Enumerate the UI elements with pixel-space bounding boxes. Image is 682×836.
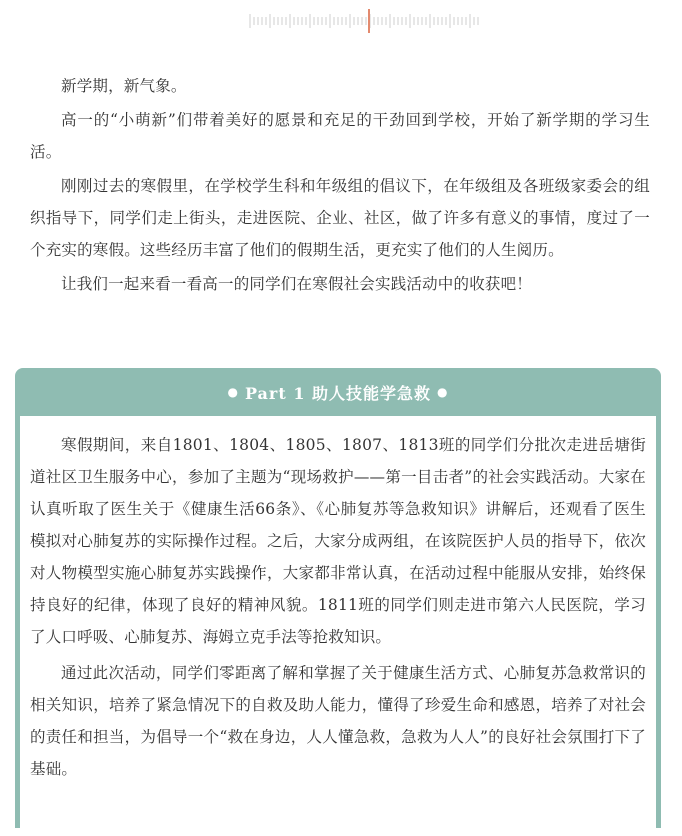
section-paragraph-1: 寒假期间，来自1801、1804、1805、1807、1813班的同学们分批次走进岳塘街道社区卫生服务中心，参加了主题为“现场救护——第一目击者”的社会实践活动。大家在认真听取了医生关于《健康生活66条》、《心肺复苏等急救知识》讲解后，还观看了医生模拟对心肺复苏的实际操作过程。之后，大家分成两组，在该院医护人员的指导下，依次对人物模型实施心肺复苏实践操作，大家都非常认真，在活动过程中能服从安排，始终保持良好的纪律，体现了良好的精神风貌。1811班的同学们则走进市第六人民医院，学习了人口呼吸、心肺复苏、海姆立克手法等抢救知识。 bbox=[30, 436, 646, 646]
intro-paragraph-4: 让我们一起来看一看高一的同学们在寒假社会实践活动中的收获吧！ bbox=[61, 275, 533, 293]
section-body bbox=[20, 416, 656, 836]
intro-paragraph-2: 高一的“小萌新”们带着美好的愿景和充足的干劲回到学校，开始了新学期的学习生活。 bbox=[30, 111, 650, 161]
section-paragraph-2: 通过此次活动，同学们零距离了解和掌握了关于健康生活方式、心肺复苏急救常识的相关知识，培养了紧急情况下的自救及助人能力，懂得了珍爱生命和感恩，培养了对社会的责任和担当，为倡导一个“救在身边，人人懂急救，急救为人人”的良好社会氛围打下了基础。 bbox=[30, 664, 646, 778]
section-card-part1 bbox=[15, 368, 661, 828]
section-title: Part 1 助人技能学急救 bbox=[244, 383, 432, 403]
section-header bbox=[15, 368, 661, 416]
intro-paragraph-1: 新学期，新气象。 bbox=[61, 77, 187, 95]
intro-paragraph-3: 刚刚过去的寒假里，在学校学生科和年级组的倡议下，在年级组及各班级家委会的组织指导下，同学们走上街头，走进医院、企业、社区，做了许多有意义的事情，度过了一个充实的寒假。这些经历丰富了他们的假期生活，更充实了他们的人生阅历。 bbox=[30, 177, 650, 259]
ruler-divider bbox=[248, 8, 480, 34]
bullet-dot-right: ● bbox=[437, 385, 449, 399]
bullet-dot-left: ● bbox=[227, 385, 239, 399]
ruler-ticks bbox=[250, 14, 480, 28]
intro-section bbox=[30, 70, 650, 300]
